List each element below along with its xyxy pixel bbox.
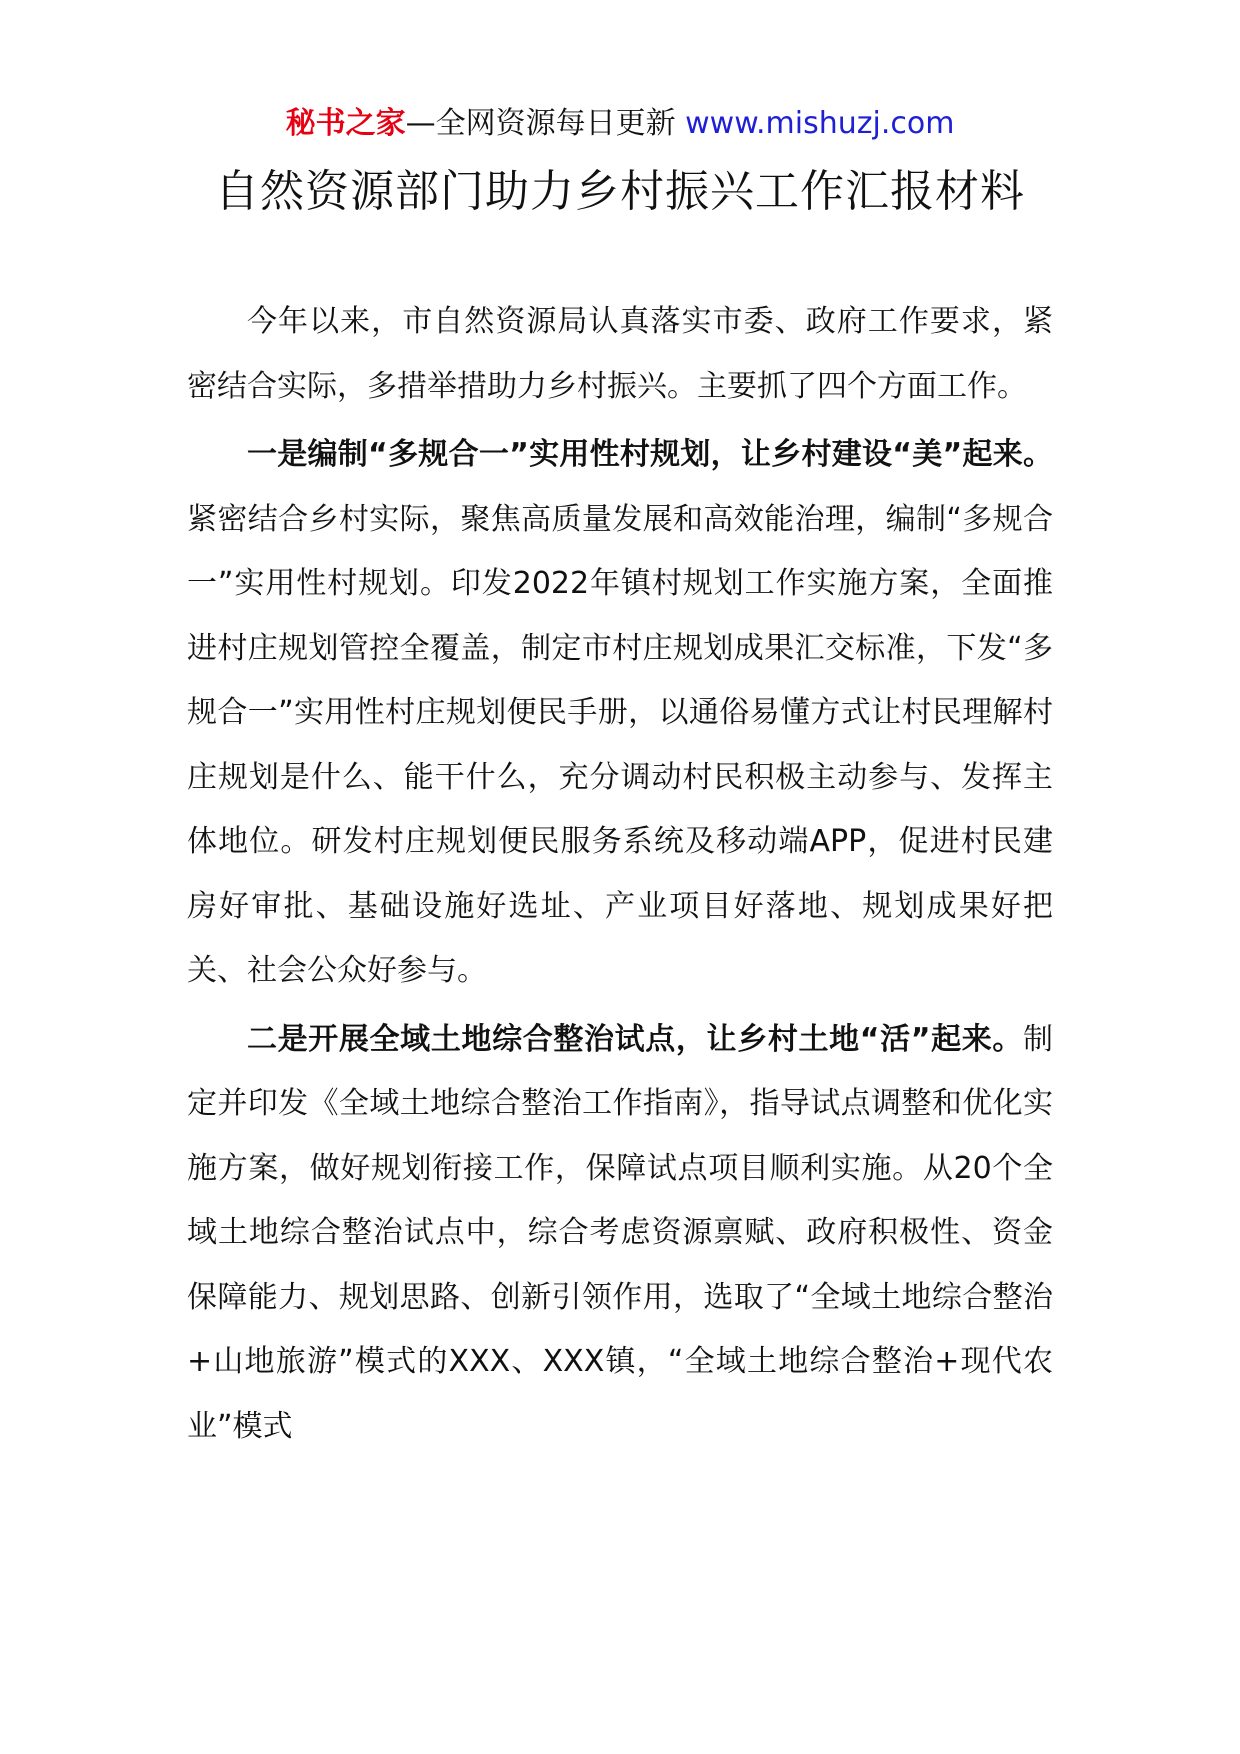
paragraph-land-consolidation bbox=[187, 1008, 1053, 1460]
site-name: 秘书之家 bbox=[285, 106, 406, 141]
site-header bbox=[0, 102, 1240, 146]
document-title: 自然资源部门助力乡村振兴工作汇报材料 bbox=[215, 166, 1025, 217]
document-body bbox=[187, 290, 1053, 1463]
paragraph-text: 制定并印发《全域土地综合整治工作指南》，指导试点调整和优化实施方案，做好规划衔接工作，保障试点项目顺利实施。从20个全域土地综合整治试点中，综合考虑资源禀赋、政府积极性、资金保障能力、规划思路、创新引领作用，选取了“全域土地综合整治+山地旅游”模式的XXX、XXX镇，“全域土地综合整治+现代农业”模式 bbox=[187, 1021, 1053, 1444]
paragraph-intro bbox=[187, 290, 1053, 419]
paragraph-text: 今年以来，市自然资源局认真落实市委、政府工作要求，紧密结合实际，多措举措助力乡村振兴。主要抓了四个方面工作。 bbox=[187, 304, 1053, 404]
site-slogan: —全网资源每日更新 bbox=[405, 106, 676, 141]
paragraph-village-planning bbox=[187, 423, 1053, 1004]
paragraph-text: 紧密结合乡村实际，聚焦高质量发展和高效能治理，编制“多规合一”实用性村规划。印发2022年镇村规划工作实施方案，全面推进村庄规划管控全覆盖，制定市村庄规划成果汇交标准，下发“多规合一”实用性村庄规划便民手册，以通俗易懂方式让村民理解村庄规划是什么、能干什么，充分调动村民积极主动参与、发挥主体地位。研发村庄规划便民服务系统及移动端APP，促进村民建房好审批、基础设施好选址、产业项目好落地、规划成果好把关、社会公众好参与。 bbox=[187, 501, 1053, 988]
paragraph-lead: 二是开展全域土地综合整治试点，让乡村土地“活”起来。 bbox=[247, 1021, 1023, 1057]
site-url-link[interactable]: www.mishuzj.com bbox=[685, 106, 955, 141]
paragraph-lead: 一是编制“多规合一”实用性村规划，让乡村建设“美”起来。 bbox=[247, 437, 1053, 472]
